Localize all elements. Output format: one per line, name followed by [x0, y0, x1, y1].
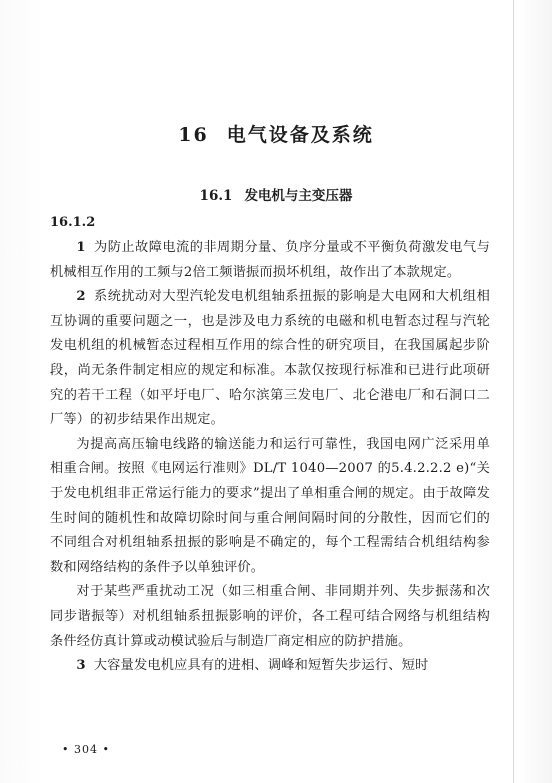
section-title: [0, 184, 552, 204]
section-title-text: 发电机与主变压器: [244, 188, 353, 204]
paragraph-number: 2: [76, 289, 86, 305]
chapter-number: 16: [178, 124, 209, 146]
paragraph-text: 对于某些严重扰动工况（如三相重合闸、非同期并列、失步振荡和次同步谐振等）对机组轴系扭振影响的评价，各工程可结合网络与机组结构条件经仿真计算或动模试验后与制造厂商定相应的防护措施。: [50, 584, 490, 649]
page-number: • 304 •: [62, 743, 110, 756]
body-text: [50, 236, 490, 679]
paragraph-text: 大容量发电机应具有的进相、调峰和短暂失步运行、短时: [93, 658, 429, 674]
paragraph: [50, 580, 490, 654]
paragraph-text: 为提高高压输电线路的输送能力和运行可靠性，我国电网广泛采用单相重合闸。按照《电网运行准则》DL/T 1040—2007 的5.4.2.2.2 e)“关于发电机组非正常运行能力的要求”提出了单相重合闸的规定。由于故障发生时间的随机性和故障切除时间与重合闸间隔时间的分散性，因而它们的不同组合对机组轴系扭振的影响是不确定的，每个工程需结合机组结构参数和网络结构的条件予以单独评价。: [50, 436, 490, 575]
page-edge-line: [513, 0, 514, 783]
paragraph-text: 系统扰动对大型汽轮发电机组轴系扭振的影响是大电网和大机组相互协调的重要问题之一，也是涉及电力系统的电磁和机电暂态过程与汽轮发电机组的机械暂态过程相互作用的综合性的研究项目，在我国属起步阶段，尚无条件制定相应的规定和标准。本款仅按现行标准和已进行此项研究的若干工程（如平圩电厂、哈尔滨第三发电厂、北仑港电厂和石洞口二厂等）的初步结果作出规定。: [50, 289, 490, 428]
paragraph: [50, 285, 490, 433]
paragraph: [50, 654, 490, 679]
paragraph: [50, 236, 490, 285]
paragraph: [50, 433, 490, 581]
subsection-number: 16.1.2: [50, 215, 96, 230]
paragraph-number: 3: [76, 658, 86, 674]
paragraph-number: 1: [76, 240, 86, 255]
paragraph-text: 为防止故障电流的非周期分量、负序分量或不平衡负荷激发电气与机械相互作用的工频与2倍工频谐振而损坏机组，故作出了本款规定。: [50, 240, 490, 280]
chapter-title-text: 电气设备及系统: [226, 124, 374, 146]
chapter-title: [0, 120, 552, 147]
section-number: 16.1: [199, 188, 233, 204]
